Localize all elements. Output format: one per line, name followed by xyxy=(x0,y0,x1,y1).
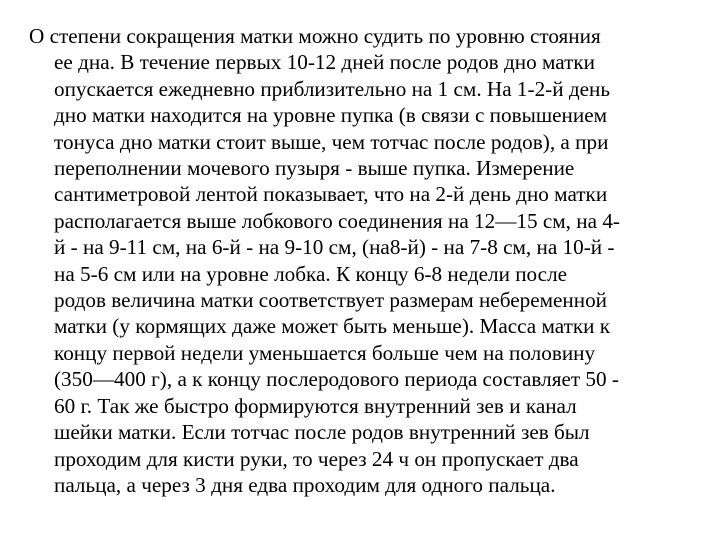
text-line: на 5-6 см или на уровне лобка. К концу 6-8 недели после xyxy=(54,261,568,286)
text-line: сантиметровой лентой показывает, что на 2-й день дно матки xyxy=(54,182,608,207)
text-line: й - на 9-11 см, на 6-й - на 9-10 см, (на8-й) - на 7-8 см, на 10-й - xyxy=(54,235,615,260)
text-line: концу первой недели уменьшается больше чем на половину xyxy=(54,340,596,365)
text-line: ее дна. В течение первых 10-12 дней после родов дно матки xyxy=(54,50,595,75)
text-line: 60 г. Так же быстро формируются внутренний зев и канал xyxy=(54,393,577,418)
text-line: опускается ежедневно приблизительно на 1 см. На 1-2-й день xyxy=(54,76,611,101)
text-line: (350—400 г), а к концу послеродового периода составляет 50 - xyxy=(54,367,619,392)
text-line: родов величина матки соответствует размерам небеременной xyxy=(54,288,608,313)
text-line: матки (у кормящих даже может быть меньше). Масса матки к xyxy=(54,314,611,339)
text-line: располагается выше лобкового соединения на 12—15 см, на 4- xyxy=(54,208,620,233)
text-line: тонуса дно матки стоит выше, чем тотчас после родов), а при xyxy=(54,129,609,154)
text-line: проходим для кисти руки, то через 24 ч он пропускает два xyxy=(54,446,579,471)
text-line: О степени сокращения матки можно судить по уровню стояния xyxy=(29,24,601,48)
body-paragraph xyxy=(29,23,703,498)
text-line: переполнении мочевого пузыря - выше пупка. Измерение xyxy=(54,156,575,181)
text-line: шейки матки. Если тотчас после родов внутренний зев был xyxy=(54,420,590,445)
text-line: пальца, а через 3 дня едва проходим для одного пальца. xyxy=(54,472,556,497)
text-line: дно матки находится на уровне пупка (в связи с повышением xyxy=(54,103,608,128)
